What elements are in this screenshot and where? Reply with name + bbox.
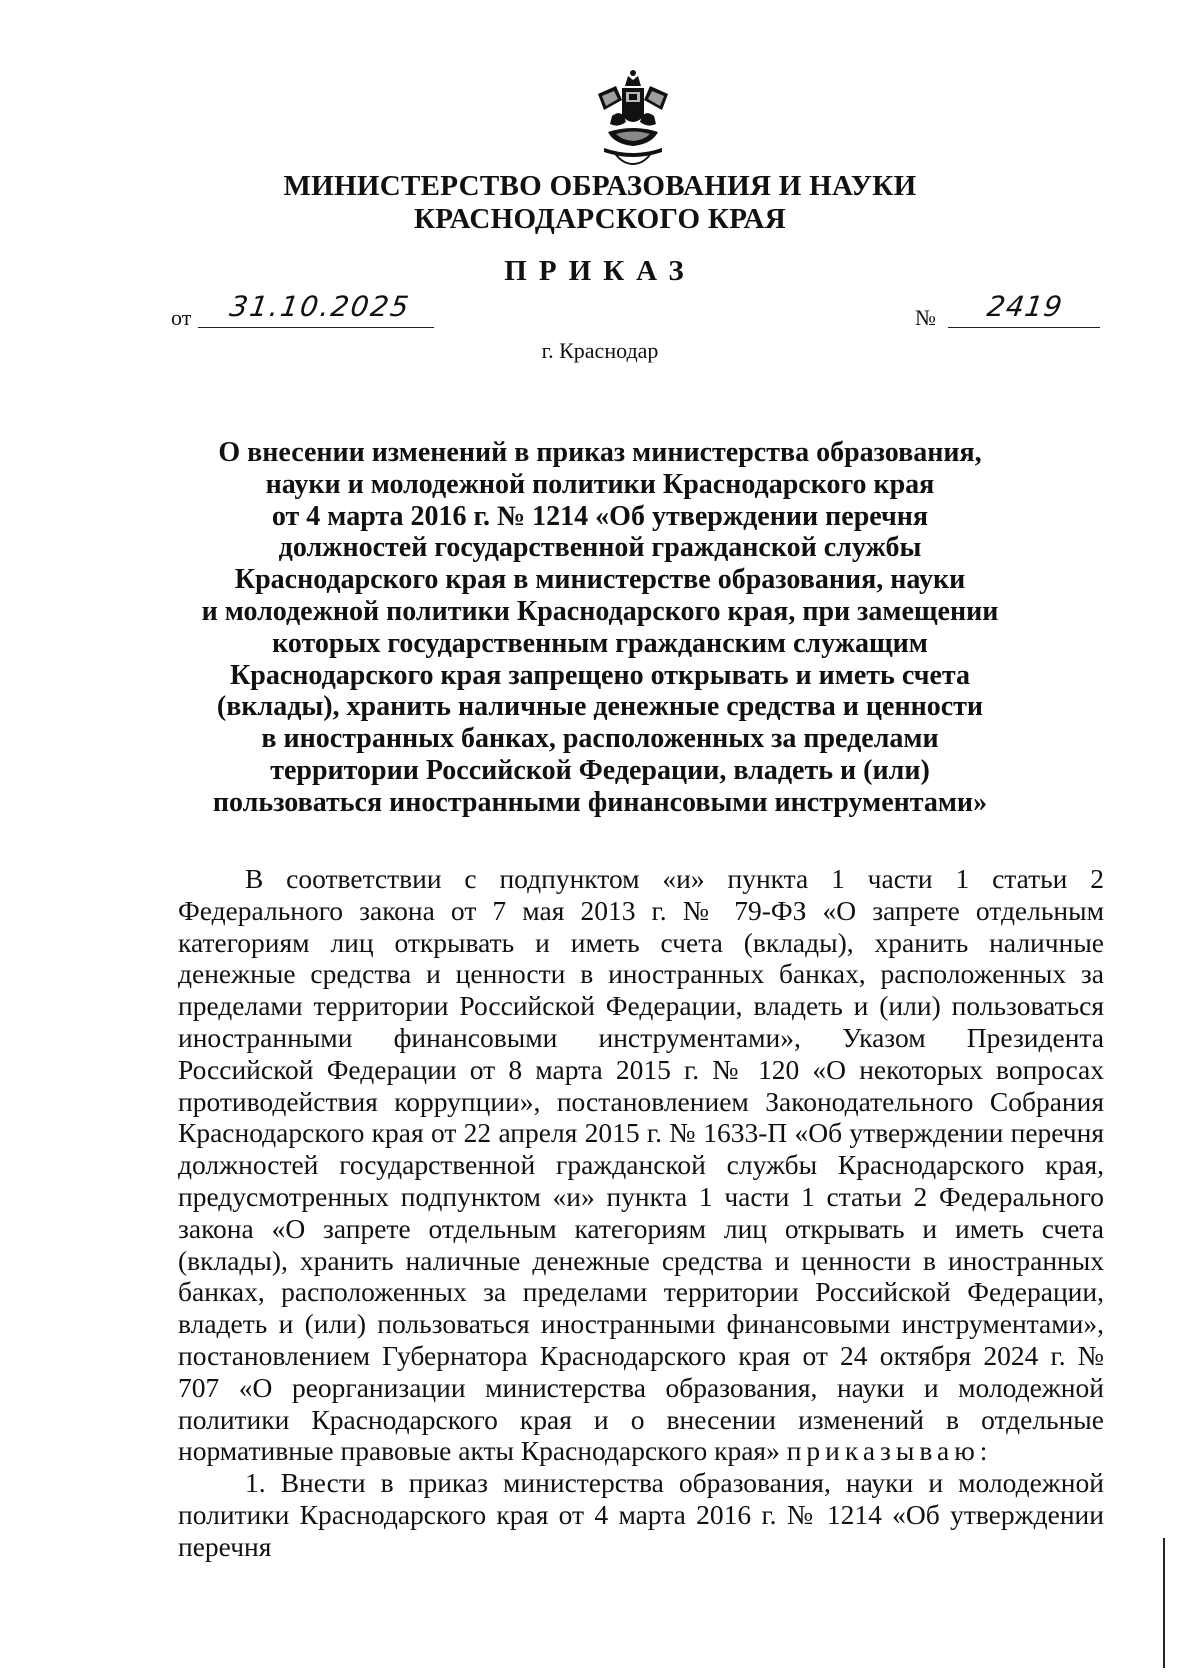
date-label: от <box>171 305 192 330</box>
coat-of-arms-icon <box>592 66 674 168</box>
order-subject-heading <box>180 437 1020 819</box>
subject-line: (вклады), хранить наличные денежные средства и ценности <box>216 691 984 723</box>
preamble-paragraph <box>178 863 1104 1467</box>
subject-line: науки и молодежной политики Краснодарского края <box>265 468 935 500</box>
order-word: приказываю: <box>786 1435 993 1467</box>
date-underline <box>198 327 434 328</box>
item-1-paragraph: 1. Внести в приказ министерства образования, науки и молодежной политики Краснодарского края от 4 марта 2016 г. № 1214 «Об утверждении перечня <box>178 1467 1104 1562</box>
subject-line: Краснодарского края запрещено открывать и иметь счета <box>229 659 971 691</box>
subject-line: Краснодарского края в министерстве образования, науки <box>234 564 966 596</box>
order-body <box>178 863 1104 1563</box>
city-name: г. Краснодар <box>541 338 659 363</box>
ministry-name-line1: МИНИСТЕРСТВО ОБРАЗОВАНИЯ И НАУКИ <box>283 170 917 202</box>
document-type-title: ПРИКАЗ <box>504 255 696 287</box>
subject-line: О внесении изменений в приказ министерства образования, <box>218 437 982 468</box>
ministry-name <box>200 170 1000 236</box>
number-underline <box>948 327 1100 328</box>
subject-line: которых государственным гражданским служащим <box>272 627 928 659</box>
number-label: № <box>915 305 936 330</box>
handwritten-date: 31.10.2025 <box>227 290 413 323</box>
subject-line: должностей государственной гражданской службы <box>278 532 922 564</box>
margin-mark <box>1163 1538 1165 1668</box>
subject-line: территории Российской Федерации, владеть и (или) <box>270 754 930 786</box>
subject-line: от 4 марта 2016 г. № 1214 «Об утверждении перечня <box>271 500 929 532</box>
subject-line: пользоваться иностранными финансовыми инструментами» <box>212 786 988 818</box>
subject-line: и молодежной политики Краснодарского края, при замещении <box>201 595 999 627</box>
ministry-name-line2: КРАСНОДАРСКОГО КРАЯ <box>413 203 787 235</box>
handwritten-number: 2419 <box>985 290 1065 323</box>
preamble-text: В соответствии с подпунктом «и» пункта 1 части 1 статьи 2 Федерального закона от 7 мая 2013 г. № 79-ФЗ «О запрете отдельным категориям лиц открывать и иметь счета (вклады), хранить наличные денежные средства и ценности в иностранных банках, расположенных за пределами территории Российской Федерации, владеть и (или) пользоваться иностранными финансовыми инструментами», Указом Президента Российской Федерации от 8 марта 2015 г. № 120 «О некоторых вопросах противодействия коррупции», постановлением Законодательного Собрания Краснодарского края от 22 апреля 2015 г. № 1633-П «Об утверждении перечня должностей государственной гражданской службы Краснодарского края, предусмотренных подпунктом «и» пункта 1 части 1 статьи 2 Федерального закона «О запрете отдельным категориям лиц открывать и иметь счета (вклады), хранить наличные денежные средства и ценности в иностранных банках, расположенных за пределами территории Российской Федерации, владеть и (или) пользоваться иностранными финансовыми инструментами», постановлением Губернатора Краснодарского края от 24 октября 2024 г. № 707 «О реорганизации министерства образования, науки и молодежной политики Краснодарского края и о внесении изменений в отдельные нормативные правовые акты Краснодарского края» <box>178 863 1104 1467</box>
subject-line: в иностранных банках, расположенных за пределами <box>261 723 939 755</box>
